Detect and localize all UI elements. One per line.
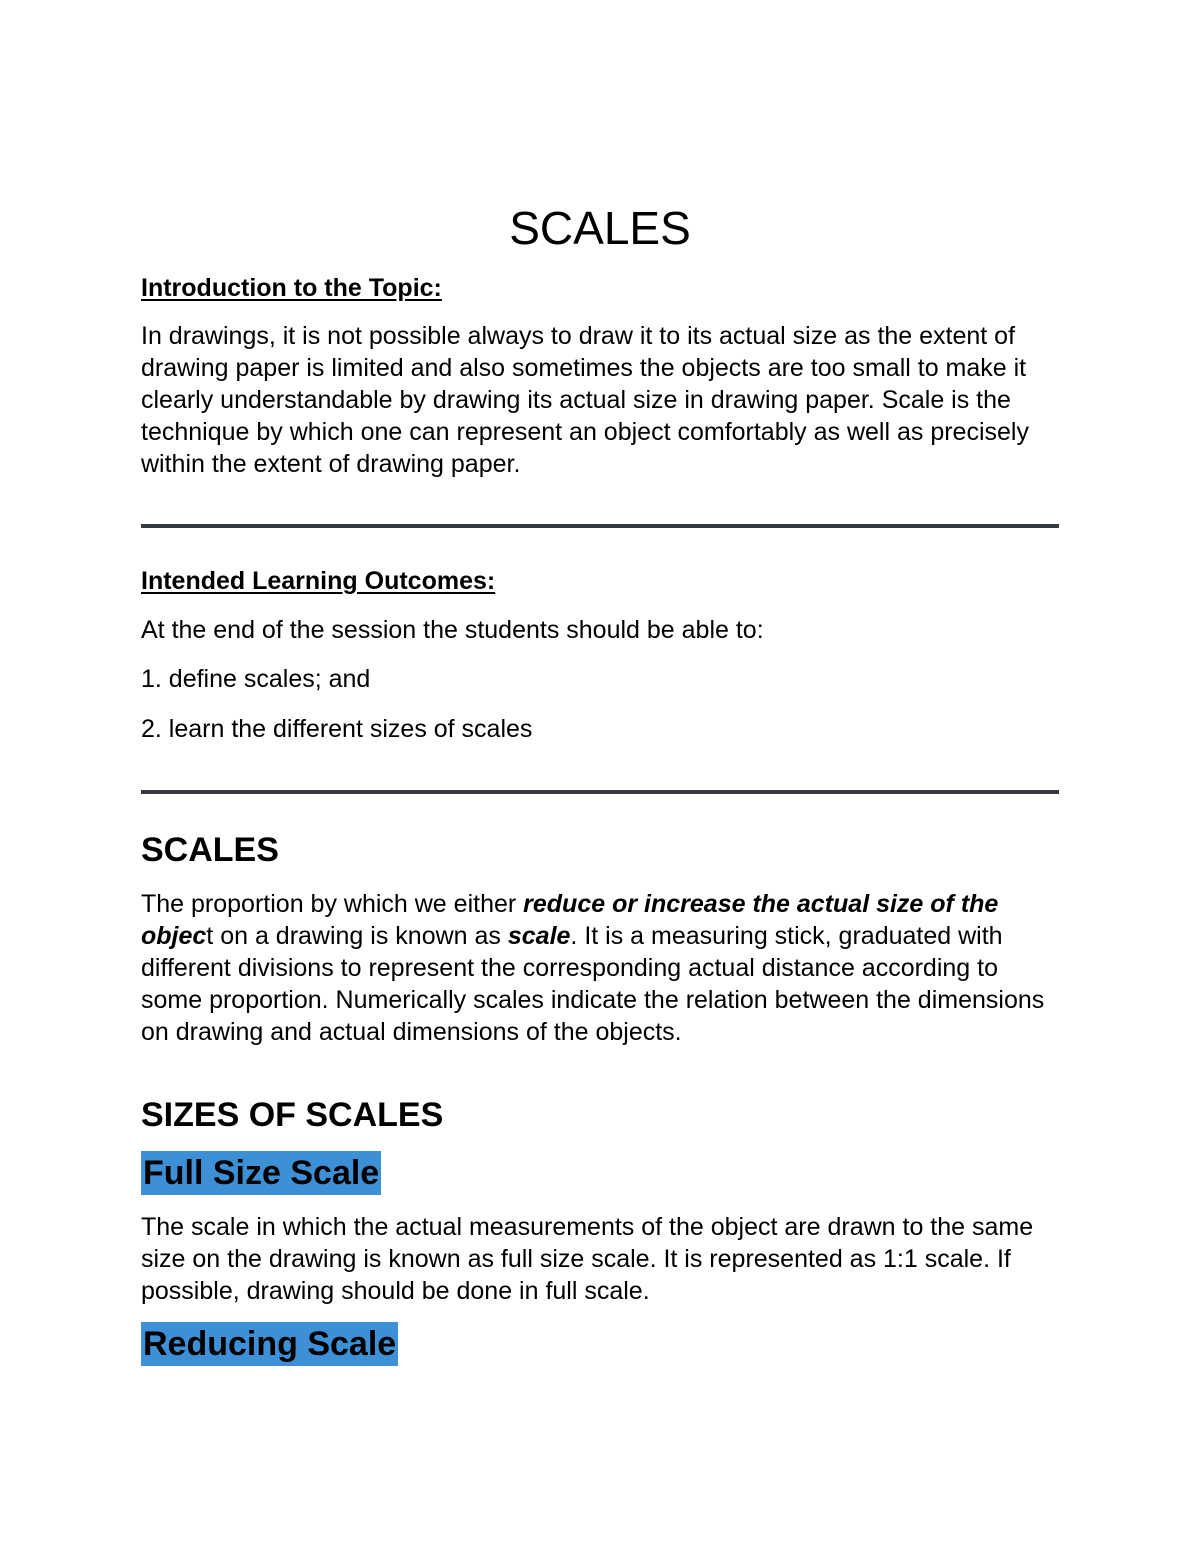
outcomes-lead: At the end of the session the students should be able to:: [141, 616, 764, 644]
sizes-heading: SIZES OF SCALES: [141, 1096, 444, 1134]
scales-text-1: The proportion by which we either: [141, 890, 524, 918]
divider-2: [141, 790, 1059, 794]
outcomes-heading: Intended Learning Outcomes:: [141, 567, 496, 595]
reducing-scale-heading: Reducing Scale: [141, 1322, 398, 1366]
full-size-scale-paragraph: The scale in which the actual measurements of the object are drawn to the same size on the drawing is known as full size scale. It is represented as 1:1 scale. If possible, drawing should be done in full scale.: [141, 1213, 1034, 1305]
divider-1: [141, 524, 1059, 528]
scales-emphasis-2: scale: [507, 922, 571, 950]
document-title: SCALES: [509, 202, 691, 254]
scales-heading: SCALES: [141, 831, 279, 869]
scales-paragraph: [141, 888, 1059, 1048]
outcome-item-1: 1. define scales; and: [141, 665, 371, 693]
scales-text-3: . It is a measuring stick, graduated with different divisions to represent the corresponding actual distance according to some proportion. Numerically scales indicate the relation between the dimensions on drawing and actual dimensions of the objects.: [141, 922, 1045, 1046]
outcome-item-2: 2. learn the different sizes of scales: [141, 715, 533, 743]
intro-paragraph: In drawings, it is not possible always to draw it to its actual size as the extent of drawing paper is limited and also sometimes the objects are too small to make it clearly understandable by drawing its actual size in drawing paper. Scale is the technique by which one can represent an object comfortably as well as precisely within the extent of drawing paper.: [141, 322, 1029, 478]
scales-emphasis-1: reduce or increase the actual size of the objec: [141, 890, 999, 950]
intro-heading: Introduction to the Topic:: [141, 274, 442, 302]
scales-text-2: t on a drawing is known as: [206, 922, 508, 950]
full-size-scale-heading: Full Size Scale: [141, 1151, 381, 1195]
